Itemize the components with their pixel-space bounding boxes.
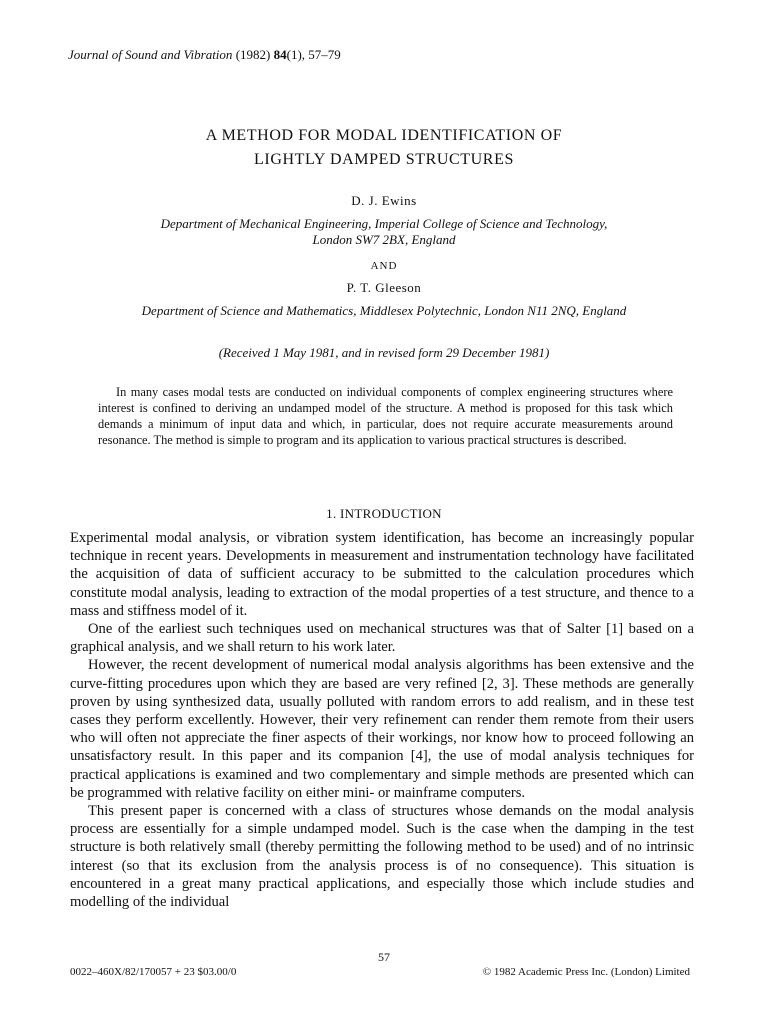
abstract: In many cases modal tests are conducted on individual components of complex engineering structures where interest is confined to deriving an undamped model of the structure. A method is proposed for this task which demands a minimum of input data and which, in particular, does not require accurate measurements around resonance. The method is simple to program and its application to various practical structures is described. (98, 385, 673, 447)
journal-volume: 84 (273, 47, 287, 62)
article-code: 0022–460X/82/170057 + 23 $03.00/0 (70, 966, 237, 978)
body-paragraph: One of the earliest such techniques used on mechanical structures was that of Salter [1] based on a graphical analysis, and we shall return to his work later. (70, 621, 694, 656)
section-heading: 1. INTRODUCTION (326, 506, 442, 521)
copyright-notice: © 1982 Academic Press Inc. (London) Limited (482, 966, 690, 978)
author-name-1: D. J. Ewins (351, 193, 417, 208)
paper-title-line-2: LIGHTLY DAMPED STRUCTURES (254, 151, 514, 168)
body-text (70, 529, 694, 911)
journal-name: Journal of Sound and Vibration (68, 47, 233, 62)
author-separator: AND (370, 260, 398, 272)
author-affiliation-1-line-2: London SW7 2BX, England (312, 232, 456, 247)
body-paragraph: This present paper is concerned with a class of structures whose demands on the modal analysis process are essentially for a simple undamped model. Such is the case when the damping in the test structure is both relatively small (thereby permitting the following method to be used) and of no intrinsic interest (so that its exclusion from the analysis process is of no consequence). This situation is encountered in a great many practical applications, and especially those which include studies and modelling of the individual (70, 803, 694, 911)
received-dates: (Received 1 May 1981, and in revised form 29 December 1981) (218, 345, 550, 360)
journal-issue-pages: (1), 57–79 (286, 47, 341, 62)
body-paragraph: However, the recent development of numerical modal analysis algorithms has been extensive and the curve-fitting procedures upon which they are based are very refined [2, 3]. These methods are generally proven by using synthesized data, usually polluted with random errors to add realism, and in these test cases they perform excellently. However, their very refinement can render them remote from their users who will often not appreciate the finer aspects of their workings, nor know how to proceed following an unsatisfactory result. In this paper and its companion [4], the use of modal analysis techniques for practical applications is examined and two complementary and simple methods are presented which can be programmed with relative facility on either mini- or mainframe computers. (70, 657, 694, 801)
journal-year: (1982) (235, 47, 271, 62)
paper-title-line-1: A METHOD FOR MODAL IDENTIFICATION OF (205, 127, 563, 144)
author-affiliation-2: Department of Science and Mathematics, Middlesex Polytechnic, London N11 2NQ, England (141, 303, 627, 318)
page-number: 57 (378, 950, 390, 964)
author-affiliation-1-line-1: Department of Mechanical Engineering, Imperial College of Science and Technology, (160, 216, 608, 231)
journal-citation (68, 47, 341, 63)
body-paragraph: Experimental modal analysis, or vibration system identification, has become an increasingly popular technique in recent years. Developments in measurement and instrumentation technology have facilitated the acquisition of data of sufficient accuracy to be submitted to the calculation procedures which constitute modal analysis, leading to extraction of the modal properties of a test structure, and thence to a mass and stiffness model of it. (70, 530, 694, 619)
author-name-2: P. T. Gleeson (346, 280, 422, 295)
